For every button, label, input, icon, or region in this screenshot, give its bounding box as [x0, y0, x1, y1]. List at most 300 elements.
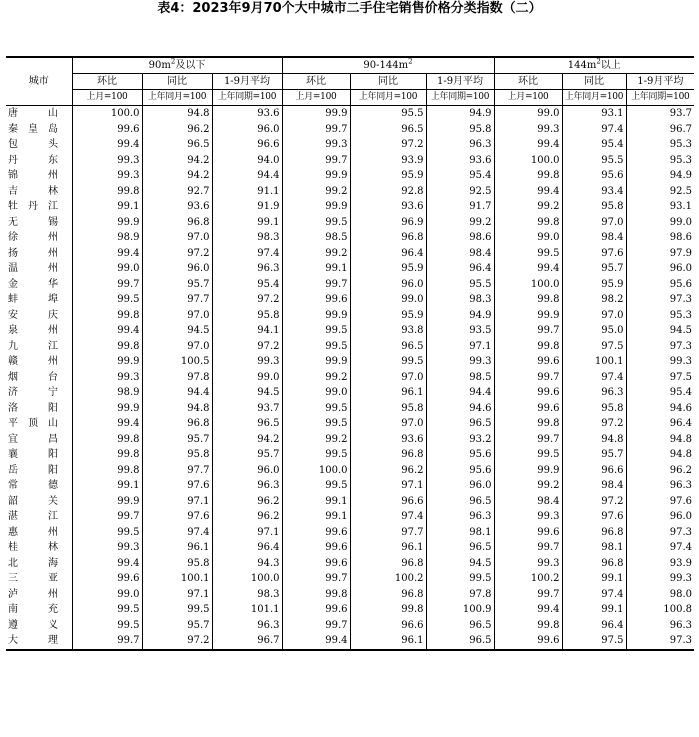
table-row [6, 509, 694, 525]
index-value-cell: 99.1 [72, 478, 142, 494]
city-name: 韶关 [8, 495, 58, 507]
index-value-cell: 99.4 [494, 602, 562, 618]
index-value-cell: 99.6 [494, 633, 562, 650]
index-value-cell: 99.8 [72, 463, 142, 479]
index-value-cell: 94.9 [626, 168, 694, 184]
index-value-cell: 97.4 [562, 587, 626, 603]
index-value-cell: 100.0 [494, 277, 562, 293]
index-value-cell: 99.4 [72, 137, 142, 153]
index-value-cell: 95.3 [626, 137, 694, 153]
index-value-cell: 99.8 [494, 339, 562, 355]
index-value-cell: 97.9 [626, 246, 694, 262]
page-title: 表4：2023年9月70个大中城市二手住宅销售价格分类指数（二） [157, 1, 542, 16]
index-value-cell: 99.7 [494, 540, 562, 556]
index-value-cell: 99.2 [282, 370, 350, 386]
index-value-cell: 99.4 [72, 323, 142, 339]
index-value-cell: 96.4 [212, 540, 282, 556]
index-value-cell: 94.8 [142, 401, 212, 417]
city-name: 丹东 [8, 154, 58, 166]
index-value-cell: 100.0 [494, 153, 562, 169]
index-value-cell: 99.9 [282, 106, 350, 122]
index-value-cell: 91.7 [426, 199, 494, 215]
column-subheader: 同比 [562, 74, 626, 90]
index-value-cell: 97.4 [142, 525, 212, 541]
city-cell [6, 137, 72, 153]
index-value-cell: 99.6 [282, 602, 350, 618]
index-value-cell: 99.3 [72, 370, 142, 386]
index-value-cell: 98.5 [426, 370, 494, 386]
index-value-cell: 95.7 [212, 447, 282, 463]
table-row [6, 168, 694, 184]
index-value-cell: 98.4 [426, 246, 494, 262]
index-value-cell: 98.6 [626, 230, 694, 246]
city-name: 泸州 [8, 588, 58, 600]
index-value-cell: 94.3 [212, 556, 282, 572]
city-cell [6, 106, 72, 122]
index-value-cell: 96.5 [426, 618, 494, 634]
index-value-cell: 96.3 [212, 478, 282, 494]
index-value-cell: 99.7 [494, 323, 562, 339]
city-cell [6, 230, 72, 246]
index-value-cell: 98.1 [562, 540, 626, 556]
index-value-cell: 98.9 [72, 385, 142, 401]
city-cell [6, 323, 72, 339]
index-value-cell: 100.0 [212, 571, 282, 587]
city-name: 扬州 [8, 247, 58, 259]
index-value-cell: 97.3 [626, 339, 694, 355]
table-row [6, 137, 694, 153]
index-value-cell: 94.9 [426, 106, 494, 122]
index-value-cell: 97.6 [562, 509, 626, 525]
column-base-label: 上年同期=100 [426, 90, 494, 106]
index-value-cell: 93.1 [562, 106, 626, 122]
column-base-label: 上年同期=100 [626, 90, 694, 106]
index-value-cell: 101.1 [212, 602, 282, 618]
city-name: 秦皇岛 [8, 123, 58, 135]
index-value-cell: 97.7 [142, 463, 212, 479]
column-base-label: 上月=100 [72, 90, 142, 106]
city-name: 唐山 [8, 108, 58, 120]
city-name: 三亚 [8, 573, 58, 585]
index-value-cell: 93.7 [626, 106, 694, 122]
index-value-cell: 99.8 [72, 339, 142, 355]
index-value-cell: 99.1 [282, 261, 350, 277]
index-value-cell: 99.3 [72, 540, 142, 556]
index-value-cell: 96.1 [350, 385, 426, 401]
city-name: 包头 [8, 139, 58, 151]
index-value-cell: 97.6 [142, 509, 212, 525]
table-row [6, 494, 694, 510]
index-value-cell: 99.9 [282, 354, 350, 370]
index-value-cell: 100.5 [142, 354, 212, 370]
city-cell [6, 416, 72, 432]
table-body [6, 106, 694, 650]
index-value-cell: 95.5 [426, 277, 494, 293]
column-subheader: 环比 [282, 74, 350, 90]
index-value-cell: 98.5 [282, 230, 350, 246]
table-row [6, 556, 694, 572]
index-value-cell: 99.0 [350, 292, 426, 308]
table-row [6, 416, 694, 432]
index-value-cell: 96.5 [426, 494, 494, 510]
index-value-cell: 96.0 [212, 463, 282, 479]
index-value-cell: 96.0 [426, 478, 494, 494]
index-value-cell: 95.6 [626, 277, 694, 293]
index-value-cell: 99.3 [282, 137, 350, 153]
index-value-cell: 99.0 [212, 370, 282, 386]
index-value-cell: 94.6 [626, 401, 694, 417]
table-row [6, 261, 694, 277]
index-value-cell: 99.3 [72, 153, 142, 169]
index-value-cell: 95.4 [212, 277, 282, 293]
index-value-cell: 96.5 [426, 633, 494, 650]
city-cell [6, 354, 72, 370]
table-row [6, 354, 694, 370]
index-value-cell: 99.8 [282, 587, 350, 603]
index-value-cell: 97.1 [142, 587, 212, 603]
index-value-cell: 97.2 [142, 246, 212, 262]
index-value-cell: 95.4 [426, 168, 494, 184]
index-value-cell: 94.5 [426, 556, 494, 572]
column-subheader: 同比 [142, 74, 212, 90]
index-value-cell: 95.5 [562, 153, 626, 169]
index-value-cell: 97.5 [562, 339, 626, 355]
column-base-label: 上年同期=100 [212, 90, 282, 106]
index-value-cell: 96.2 [350, 463, 426, 479]
city-name: 平顶山 [8, 418, 58, 430]
city-name: 吉林 [8, 185, 58, 197]
index-value-cell: 96.2 [212, 509, 282, 525]
index-value-cell: 95.8 [350, 401, 426, 417]
index-value-cell: 99.1 [562, 602, 626, 618]
index-value-cell: 99.7 [282, 122, 350, 138]
index-value-cell: 97.8 [142, 370, 212, 386]
index-value-cell: 94.5 [626, 323, 694, 339]
index-value-cell: 99.5 [282, 447, 350, 463]
index-value-cell: 96.3 [212, 618, 282, 634]
price-index-table [6, 56, 694, 651]
index-value-cell: 99.5 [72, 292, 142, 308]
index-value-cell: 99.1 [72, 199, 142, 215]
index-value-cell: 97.8 [426, 587, 494, 603]
index-value-cell: 92.5 [626, 184, 694, 200]
index-value-cell: 96.1 [142, 540, 212, 556]
group-header-large: $144m^2$以上 [494, 57, 694, 74]
index-value-cell: 99.5 [494, 447, 562, 463]
index-value-cell: 99.5 [426, 571, 494, 587]
index-value-cell: 96.4 [626, 416, 694, 432]
index-value-cell: 98.3 [212, 587, 282, 603]
index-value-cell: 99.7 [494, 432, 562, 448]
city-cell [6, 463, 72, 479]
column-base-label: 上年同月=100 [562, 90, 626, 106]
index-value-cell: 97.4 [626, 540, 694, 556]
index-value-cell: 96.8 [350, 556, 426, 572]
city-name: 烟台 [8, 371, 58, 383]
index-value-cell: 99.3 [426, 354, 494, 370]
index-value-cell: 96.3 [426, 137, 494, 153]
index-value-cell: 96.1 [350, 633, 426, 650]
table-row [6, 308, 694, 324]
city-name: 济宁 [8, 387, 58, 399]
index-value-cell: 95.3 [626, 153, 694, 169]
index-value-cell: 100.2 [494, 571, 562, 587]
index-value-cell: 99.2 [426, 215, 494, 231]
city-cell [6, 401, 72, 417]
index-value-cell: 93.6 [350, 199, 426, 215]
index-value-cell: 99.2 [282, 432, 350, 448]
city-cell [6, 246, 72, 262]
city-name: 金华 [8, 278, 58, 290]
index-value-cell: 96.6 [212, 137, 282, 153]
city-name: 锦州 [8, 170, 58, 182]
group-header-small: $90m^2$及以下 [72, 57, 282, 74]
index-value-cell: 95.7 [142, 432, 212, 448]
city-cell [6, 494, 72, 510]
index-value-cell: 98.4 [562, 478, 626, 494]
column-subheader: 1-9月平均 [626, 74, 694, 90]
index-value-cell: 99.2 [282, 184, 350, 200]
index-value-cell: 95.8 [426, 122, 494, 138]
index-value-cell: 99.4 [72, 556, 142, 572]
index-value-cell: 99.4 [494, 261, 562, 277]
city-name: 遵义 [8, 619, 58, 631]
index-value-cell: 99.7 [282, 153, 350, 169]
city-name: 大理 [8, 635, 58, 647]
index-value-cell: 95.9 [350, 261, 426, 277]
city-cell [6, 339, 72, 355]
index-value-cell: 100.9 [426, 602, 494, 618]
index-value-cell: 99.2 [282, 246, 350, 262]
index-value-cell: 99.3 [494, 556, 562, 572]
index-value-cell: 96.2 [626, 463, 694, 479]
city-cell [6, 153, 72, 169]
index-value-cell: 95.9 [350, 308, 426, 324]
index-value-cell: 94.8 [142, 106, 212, 122]
index-value-cell: 95.0 [562, 323, 626, 339]
index-value-cell: 99.8 [494, 168, 562, 184]
table-row [6, 199, 694, 215]
index-value-cell: 95.8 [562, 401, 626, 417]
index-value-cell: 97.4 [562, 122, 626, 138]
index-value-cell: 99.5 [282, 416, 350, 432]
city-name: 九江 [8, 340, 58, 352]
index-value-cell: 99.9 [72, 215, 142, 231]
index-value-cell: 97.6 [142, 478, 212, 494]
index-value-cell: 99.0 [72, 261, 142, 277]
index-value-cell: 97.7 [350, 525, 426, 541]
index-value-cell: 98.0 [626, 587, 694, 603]
city-name: 泉州 [8, 325, 58, 337]
column-base-label: 上月=100 [282, 90, 350, 106]
city-name: 徐州 [8, 232, 58, 244]
index-value-cell: 95.4 [562, 137, 626, 153]
index-value-cell: 97.6 [626, 494, 694, 510]
index-value-cell: 92.7 [142, 184, 212, 200]
index-value-cell: 93.4 [562, 184, 626, 200]
index-value-cell: 100.0 [282, 463, 350, 479]
index-value-cell: 97.6 [562, 246, 626, 262]
index-value-cell: 96.8 [350, 587, 426, 603]
index-value-cell: 99.5 [282, 215, 350, 231]
city-cell [6, 215, 72, 231]
table-row [6, 432, 694, 448]
index-value-cell: 94.5 [212, 385, 282, 401]
index-value-cell: 94.9 [426, 308, 494, 324]
city-cell [6, 556, 72, 572]
index-value-cell: 97.1 [426, 339, 494, 355]
index-value-cell: 99.4 [494, 184, 562, 200]
index-value-cell: 96.4 [426, 261, 494, 277]
city-cell [6, 122, 72, 138]
city-name: 南充 [8, 604, 58, 616]
table-row [6, 370, 694, 386]
city-cell [6, 370, 72, 386]
table-row [6, 463, 694, 479]
index-value-cell: 98.6 [426, 230, 494, 246]
table-row [6, 525, 694, 541]
index-value-cell: 99.8 [494, 618, 562, 634]
index-value-cell: 99.5 [350, 354, 426, 370]
city-cell [6, 184, 72, 200]
index-value-cell: 97.4 [350, 509, 426, 525]
index-value-cell: 96.3 [626, 618, 694, 634]
city-cell [6, 509, 72, 525]
index-value-cell: 99.9 [282, 168, 350, 184]
index-value-cell: 97.7 [142, 292, 212, 308]
index-value-cell: 92.8 [350, 184, 426, 200]
city-cell [6, 385, 72, 401]
index-value-cell: 93.1 [626, 199, 694, 215]
city-name: 无锡 [8, 216, 58, 228]
index-value-cell: 99.5 [282, 478, 350, 494]
table-row [6, 106, 694, 122]
index-value-cell: 96.7 [212, 633, 282, 650]
index-value-cell: 97.1 [142, 494, 212, 510]
index-value-cell: 96.0 [142, 261, 212, 277]
column-base-label: 上年同月=100 [350, 90, 426, 106]
index-value-cell: 99.3 [626, 571, 694, 587]
index-value-cell: 96.8 [562, 556, 626, 572]
city-name: 安庆 [8, 309, 58, 321]
index-value-cell: 98.1 [426, 525, 494, 541]
index-value-cell: 99.9 [494, 308, 562, 324]
city-cell [6, 308, 72, 324]
index-value-cell: 99.8 [494, 292, 562, 308]
index-value-cell: 99.7 [494, 370, 562, 386]
table-row [6, 540, 694, 556]
index-value-cell: 99.8 [350, 602, 426, 618]
index-value-cell: 95.3 [626, 308, 694, 324]
index-value-cell: 99.0 [494, 106, 562, 122]
index-value-cell: 94.5 [142, 323, 212, 339]
table-row [6, 401, 694, 417]
index-value-cell: 99.5 [282, 401, 350, 417]
index-value-cell: 97.5 [562, 633, 626, 650]
index-value-cell: 99.3 [72, 168, 142, 184]
city-name: 湛江 [8, 511, 58, 523]
index-value-cell: 99.7 [282, 571, 350, 587]
index-value-cell: 96.5 [350, 122, 426, 138]
index-value-cell: 96.8 [142, 416, 212, 432]
index-value-cell: 96.0 [626, 261, 694, 277]
index-value-cell: 99.7 [494, 587, 562, 603]
index-value-cell: 96.5 [426, 416, 494, 432]
index-value-cell: 97.0 [562, 215, 626, 231]
index-value-cell: 99.3 [494, 122, 562, 138]
index-value-cell: 99.3 [212, 354, 282, 370]
city-header: 城市 [6, 57, 72, 106]
index-value-cell: 95.7 [142, 277, 212, 293]
city-cell [6, 478, 72, 494]
index-value-cell: 95.5 [350, 106, 426, 122]
index-value-cell: 99.9 [282, 199, 350, 215]
city-cell [6, 618, 72, 634]
index-value-cell: 94.8 [626, 432, 694, 448]
index-value-cell: 91.9 [212, 199, 282, 215]
column-subheader: 环比 [494, 74, 562, 90]
index-value-cell: 95.7 [562, 261, 626, 277]
index-value-cell: 95.7 [142, 618, 212, 634]
index-value-cell: 93.2 [426, 432, 494, 448]
index-value-cell: 98.9 [72, 230, 142, 246]
table-row [6, 633, 694, 650]
city-cell [6, 292, 72, 308]
index-value-cell: 96.7 [626, 122, 694, 138]
index-value-cell: 99.2 [494, 199, 562, 215]
index-value-cell: 95.9 [562, 277, 626, 293]
index-value-cell: 100.2 [350, 571, 426, 587]
index-value-cell: 99.8 [494, 215, 562, 231]
index-value-cell: 94.4 [212, 168, 282, 184]
index-value-cell: 99.5 [494, 246, 562, 262]
city-name: 襄阳 [8, 449, 58, 461]
index-value-cell: 99.0 [626, 215, 694, 231]
index-value-cell: 99.4 [282, 633, 350, 650]
index-value-cell: 97.5 [626, 370, 694, 386]
city-cell [6, 571, 72, 587]
index-value-cell: 96.8 [562, 525, 626, 541]
index-value-cell: 96.0 [212, 122, 282, 138]
index-value-cell: 99.6 [282, 292, 350, 308]
city-name: 常德 [8, 480, 58, 492]
index-value-cell: 97.2 [562, 494, 626, 510]
index-value-cell: 97.0 [142, 230, 212, 246]
index-value-cell: 99.4 [72, 246, 142, 262]
index-value-cell: 96.3 [562, 385, 626, 401]
index-value-cell: 97.2 [350, 137, 426, 153]
index-value-cell: 97.2 [142, 633, 212, 650]
column-subheader: 同比 [350, 74, 426, 90]
city-name: 温州 [8, 263, 58, 275]
index-value-cell: 95.7 [562, 447, 626, 463]
index-value-cell: 94.8 [626, 447, 694, 463]
index-value-cell: 97.3 [626, 525, 694, 541]
city-cell [6, 602, 72, 618]
index-value-cell: 95.8 [142, 447, 212, 463]
index-value-cell: 97.2 [212, 292, 282, 308]
index-value-cell: 99.4 [72, 416, 142, 432]
index-value-cell: 99.7 [72, 509, 142, 525]
index-value-cell: 98.2 [562, 292, 626, 308]
index-value-cell: 99.8 [494, 416, 562, 432]
index-value-cell: 93.6 [350, 432, 426, 448]
column-subheader: 环比 [72, 74, 142, 90]
index-value-cell: 96.3 [426, 509, 494, 525]
index-value-cell: 93.9 [626, 556, 694, 572]
index-value-cell: 97.0 [350, 416, 426, 432]
index-value-cell: 97.3 [626, 633, 694, 650]
